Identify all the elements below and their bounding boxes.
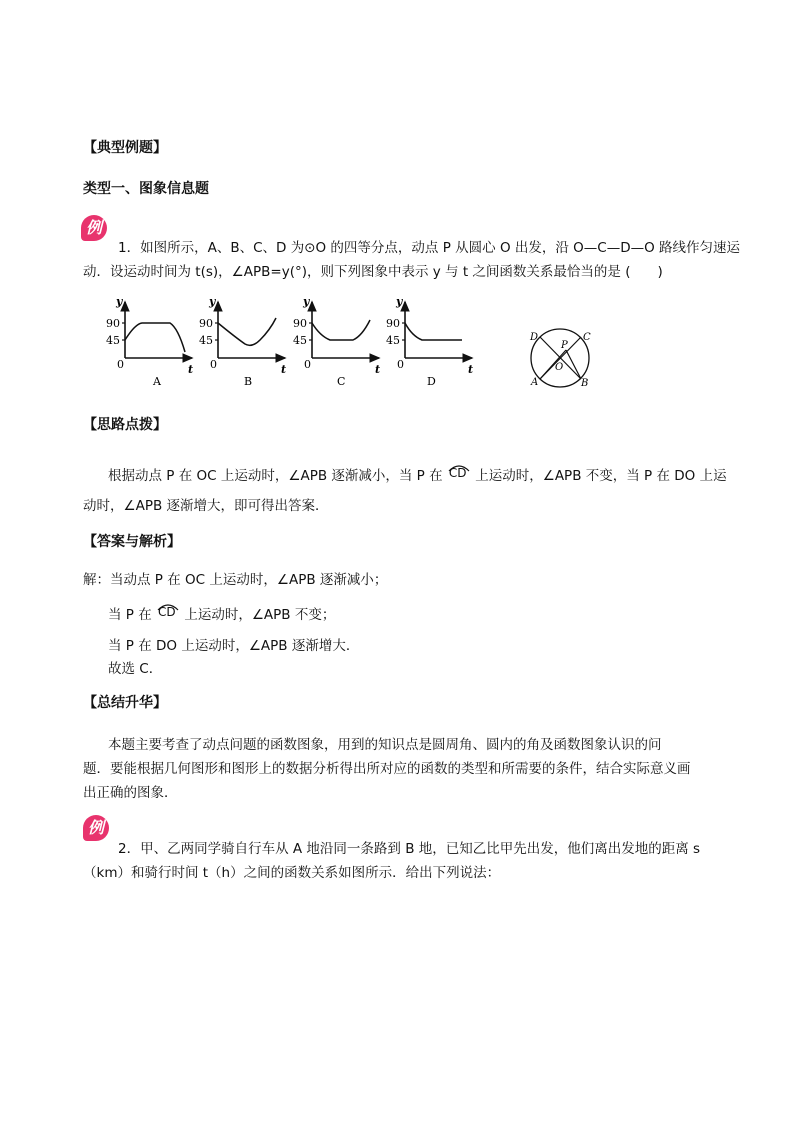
graph-a-curve (125, 323, 185, 352)
graph-c-curve (312, 320, 370, 340)
section-hint: 【思路点拨】 (83, 417, 167, 433)
answer-line4: 故选 C． (108, 661, 163, 677)
circle-label-d: D (530, 332, 539, 343)
graph-a-tick-90: 90 (106, 317, 120, 330)
graph-d-t-label: t (468, 363, 474, 376)
graph-d-caption: D (427, 375, 436, 388)
answer-line2 (108, 603, 335, 623)
graph-a-y-label: y (116, 295, 123, 308)
graph-a-tick-45: 45 (106, 334, 120, 347)
graph-b-y-label: y (209, 295, 216, 308)
arc-cd-label: CD (158, 605, 176, 619)
summary-line3: 出正确的图象． (83, 785, 178, 801)
circle-figure (529, 329, 591, 389)
answer-line3: 当 P 在 DO 上运动时，∠APB 逐渐增大． (108, 638, 360, 654)
example-badge-2: 例 (83, 815, 109, 841)
circle-label-c: C (583, 332, 591, 343)
graph-d-y-label: y (396, 295, 403, 308)
graph-b-caption: B (244, 375, 253, 388)
graph-b-tick-90: 90 (199, 317, 213, 330)
summary-line2: 题．要能根据几何图形和图形上的数据分析得出所对应的函数的类型和所需要的条件，结合实际意义画 (83, 761, 691, 777)
graph-b-origin: 0 (210, 358, 217, 371)
circle-label-p: P (561, 340, 568, 351)
q1-line1: 1．如图所示，A、B、C、D 为⊙O 的四等分点，动点 P 从圆心 O 出发，沿 O—C—D—O 路线作匀速运 (118, 240, 741, 256)
section-type-one: 类型一、图象信息题 (83, 181, 209, 197)
q2-line1: 2．甲、乙两同学骑自行车从 A 地沿同一条路到 B 地，已知乙比甲先出发，他们离出发地的距离 s (118, 841, 701, 857)
graph-c (293, 295, 380, 388)
answer-line2-b: 上运动时，∠APB 不变； (184, 607, 336, 623)
answer-line2-a: 当 P 在 (108, 607, 152, 623)
graph-b-t-label: t (281, 363, 287, 376)
hint-line1 (108, 464, 727, 484)
q1-figures (100, 292, 620, 392)
circle-label-a: A (531, 377, 539, 388)
q2-line2: （km）和骑行时间 t（h）之间的函数关系如图所示．给出下列说法： (83, 865, 501, 881)
hint-line2: 动时，∠APB 逐渐增大，即可得出答案． (83, 498, 329, 514)
graph-a (106, 295, 193, 388)
section-answer: 【答案与解析】 (83, 534, 181, 550)
hint-line1-b: 上运动时，∠APB 不变，当 P 在 DO 上运 (475, 468, 727, 484)
graph-d-curve (405, 323, 462, 340)
graph-d-origin: 0 (397, 358, 404, 371)
graph-c-caption: C (337, 375, 346, 388)
section-typical-examples: 【典型例题】 (83, 140, 167, 156)
graph-c-tick-90: 90 (293, 317, 307, 330)
example-badge-1: 例 (81, 215, 107, 241)
arc-cd-symbol (156, 606, 180, 620)
answer-line1: 解：当动点 P 在 OC 上运动时，∠APB 逐渐减小； (83, 572, 388, 588)
graph-d (386, 295, 473, 388)
circle-label-o: O (555, 362, 564, 373)
graph-c-origin: 0 (304, 358, 311, 371)
arc-cd-label: CD (448, 466, 467, 480)
section-summary: 【总结升华】 (83, 695, 167, 711)
graph-b-curve (218, 318, 276, 345)
summary-line1: 本题主要考查了动点问题的函数图象，用到的知识点是圆周角、圆内的角及函数图象认识的问 (108, 737, 662, 753)
hint-line1-a: 根据动点 P 在 OC 上运动时，∠APB 逐渐减小，当 P 在 (108, 468, 443, 484)
graph-c-y-label: y (303, 295, 310, 308)
graph-a-t-label: t (188, 363, 194, 376)
graph-d-tick-45: 45 (386, 334, 400, 347)
arc-cd-symbol (447, 467, 471, 481)
graph-c-t-label: t (375, 363, 381, 376)
graph-d-tick-90: 90 (386, 317, 400, 330)
q1-line2: 动．设运动时间为 t(s)，∠APB=y(°)，则下列图象中表示 y 与 t 之间函数关系最恰当的是 ( ) (83, 264, 663, 280)
circle-label-b: B (581, 378, 589, 389)
graph-b (199, 295, 286, 388)
graph-c-tick-45: 45 (293, 334, 307, 347)
graph-a-caption: A (153, 375, 161, 388)
graph-a-origin: 0 (117, 358, 124, 371)
graph-b-tick-45: 45 (199, 334, 213, 347)
